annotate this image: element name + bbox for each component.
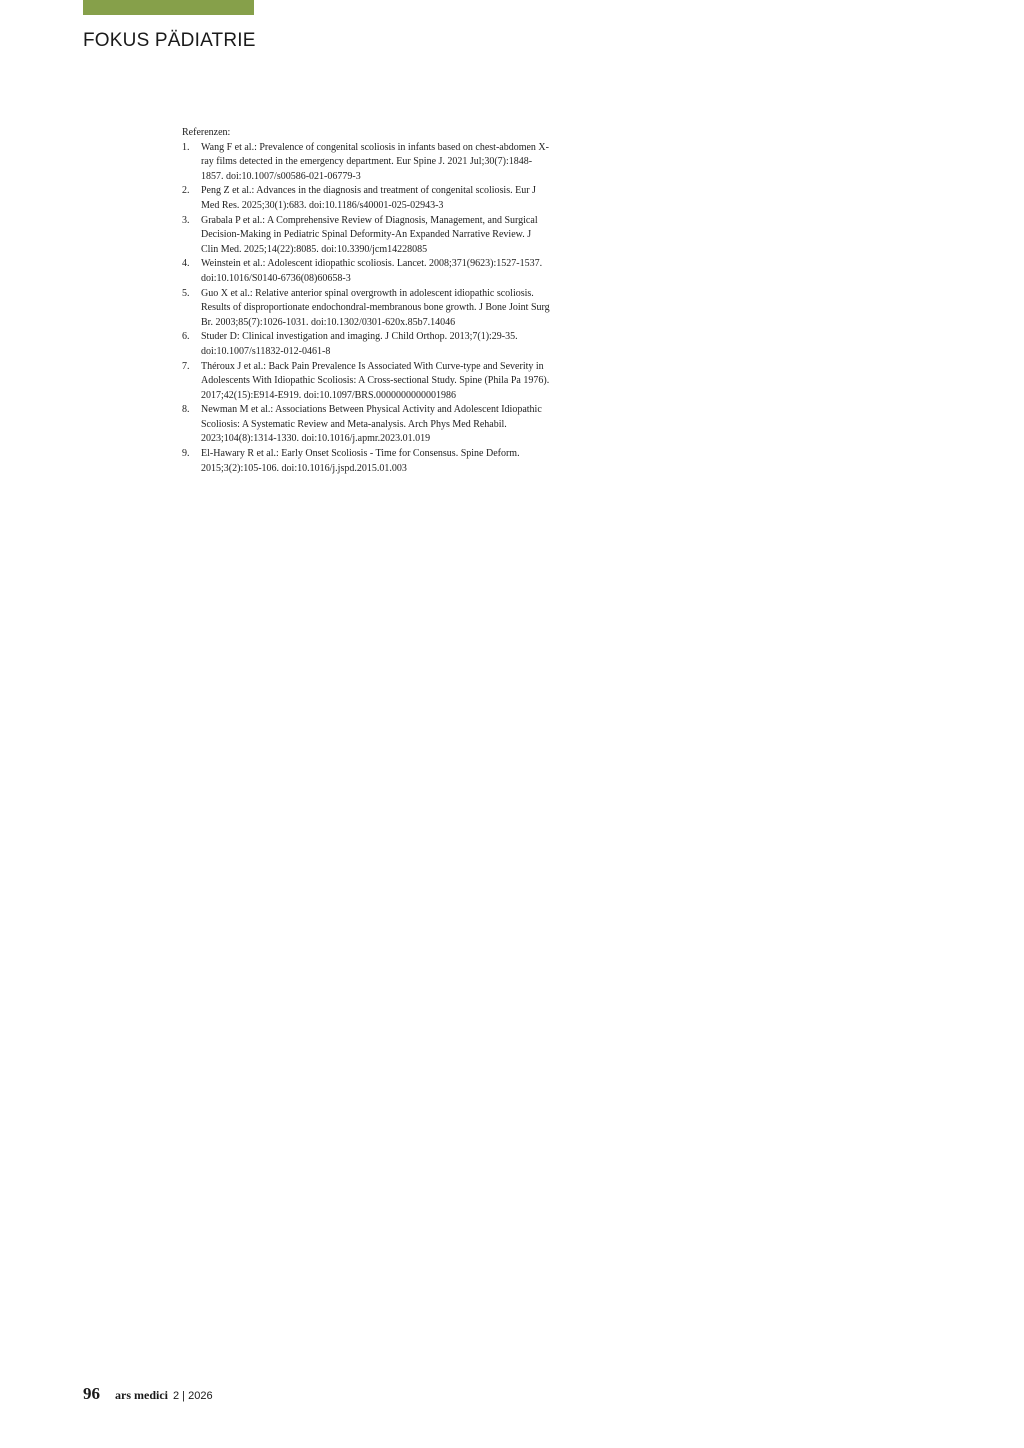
reference-number: 3. (182, 214, 190, 226)
reference-number: 1. (182, 141, 190, 153)
reference-item (182, 141, 550, 185)
reference-item (182, 257, 550, 286)
reference-item (182, 184, 550, 213)
reference-item (182, 287, 550, 331)
reference-number: 9. (182, 448, 190, 460)
reference-text: Guo X et al.: Relative anterior spinal overgrowth in adolescent idiopathic scoliosis. Results of disproportionate endochondral-membranous bone growth. J Bone Joint Surg Br. 2003;85(7):1026-1031. doi:10.1302/0301-620x.85b7.14046 (201, 287, 550, 328)
reference-number: 4. (182, 258, 190, 270)
section-accent-bar (83, 0, 254, 15)
reference-number: 7. (182, 360, 190, 372)
reference-number: 5. (182, 287, 190, 299)
page-footer (83, 1384, 213, 1406)
reference-text: Théroux J et al.: Back Pain Prevalence Is Associated With Curve-type and Severity in Adolescents With Idiopathic Scoliosis: A Cross-sectional Study. Spine (Phila Pa 1976). 2017;42(15):E914-E919. doi:10.1097/BRS.0000000000001986 (201, 360, 550, 401)
reference-text: Wang F et al.: Prevalence of congenital scoliosis in infants based on chest-abdomen X-ray films detected in the emergency department. Eur Spine J. 2021 Jul;30(7):1848-1857. doi:10.1007/s00586-021-06779-3 (201, 141, 549, 182)
reference-text: Studer D: Clinical investigation and imaging. J Child Orthop. 2013;7(1):29-35. doi:10.1007/s11832-012-0461-8 (201, 331, 518, 357)
references-heading: Referenzen: (182, 127, 231, 138)
page-number: 96 (83, 1384, 100, 1403)
issue-label: 2 | 2026 (173, 1390, 213, 1402)
reference-number: 8. (182, 404, 190, 416)
reference-text: Weinstein et al.: Adolescent idiopathic scoliosis. Lancet. 2008;371(9623):1527-1537. doi:10.1016/S0140-6736(08)60658-3 (201, 258, 543, 284)
reference-item (182, 330, 550, 359)
reference-number: 6. (182, 331, 190, 343)
references-list (182, 141, 550, 477)
reference-item (182, 447, 550, 476)
references-section (182, 126, 550, 476)
section-title: FOKUS PÄDIATRIE (83, 30, 256, 51)
journal-name: ars medici (115, 1388, 168, 1402)
reference-item (182, 360, 550, 404)
reference-text: Grabala P et al.: A Comprehensive Review of Diagnosis, Management, and Surgical Decision-Making in Pediatric Spinal Deformity-An Expanded Narrative Review. J Clin Med. 2025;14(22):8085. doi:10.3390/jcm14228085 (201, 214, 538, 255)
reference-text: Newman M et al.: Associations Between Physical Activity and Adolescent Idiopathic Scoliosis: A Systematic Review and Meta-analysis. Arch Phys Med Rehabil. 2023;104(8):1314-1330. doi:10.1016/j.apmr.2023.01.019 (201, 404, 542, 445)
reference-text: El-Hawary R et al.: Early Onset Scoliosis - Time for Consensus. Spine Deform. 2015;3(2):105-106. doi:10.1016/j.jspd.2015.01.003 (201, 448, 520, 474)
reference-item (182, 214, 550, 258)
reference-item (182, 403, 550, 447)
reference-number: 2. (182, 185, 190, 197)
reference-text: Peng Z et al.: Advances in the diagnosis and treatment of congenital scoliosis. Eur J Med Res. 2025;30(1):683. doi:10.1186/s40001-025-02943-3 (201, 185, 536, 211)
